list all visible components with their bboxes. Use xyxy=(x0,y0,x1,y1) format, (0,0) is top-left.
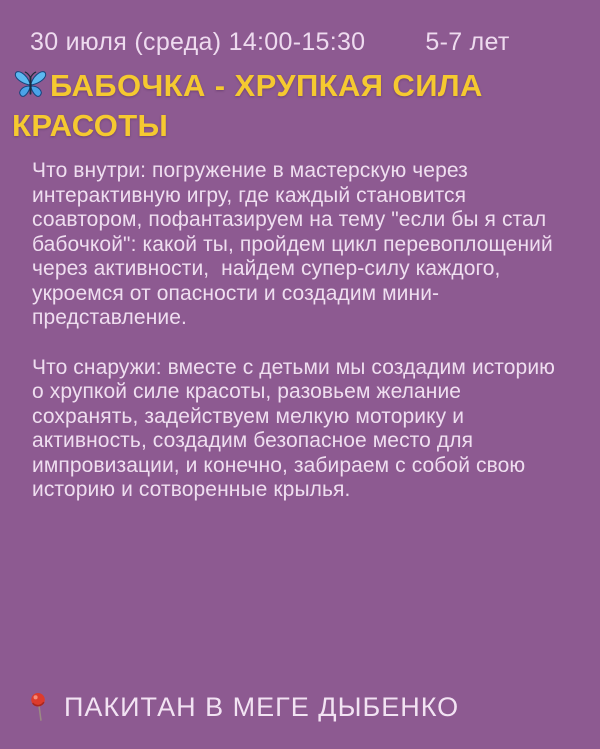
location-name: ПАКИТАН В МЕГЕ ДЫБЕНКО xyxy=(64,692,460,722)
description-what-inside: Что внутри: погружение в мастерскую через интерактивную игру, где каждый становится соавтором, пофантазируем на тему "если бы я стал бабочкой": какой ты, пройдем цикл перевоплощений через активности, найдем супер-силу каждого, укроемся от опасности и создадим мини-представление. xyxy=(32,159,559,329)
location-pin-icon xyxy=(28,692,49,723)
footer-location xyxy=(28,692,570,723)
description-what-outside: Что снаружи: вместе с детьми мы создадим историю о хрупкой силе красоты, разовьем желание сохранять, задействуем мелкую моторику и активность, создадим безопасное место для импровизации, и конечно, забираем с собой свою историю и сотворенные крылья. xyxy=(32,355,561,501)
event-title-text: БАБОЧКА - ХРУПКАЯ СИЛА КРАСОТЫ xyxy=(12,68,483,143)
event-title xyxy=(12,66,566,146)
event-age-range: 5-7 лет xyxy=(425,28,510,56)
event-datetime: 30 июля (среда) 14:00-15:30 xyxy=(30,28,366,56)
butterfly-icon xyxy=(12,66,50,106)
event-header xyxy=(30,28,570,57)
